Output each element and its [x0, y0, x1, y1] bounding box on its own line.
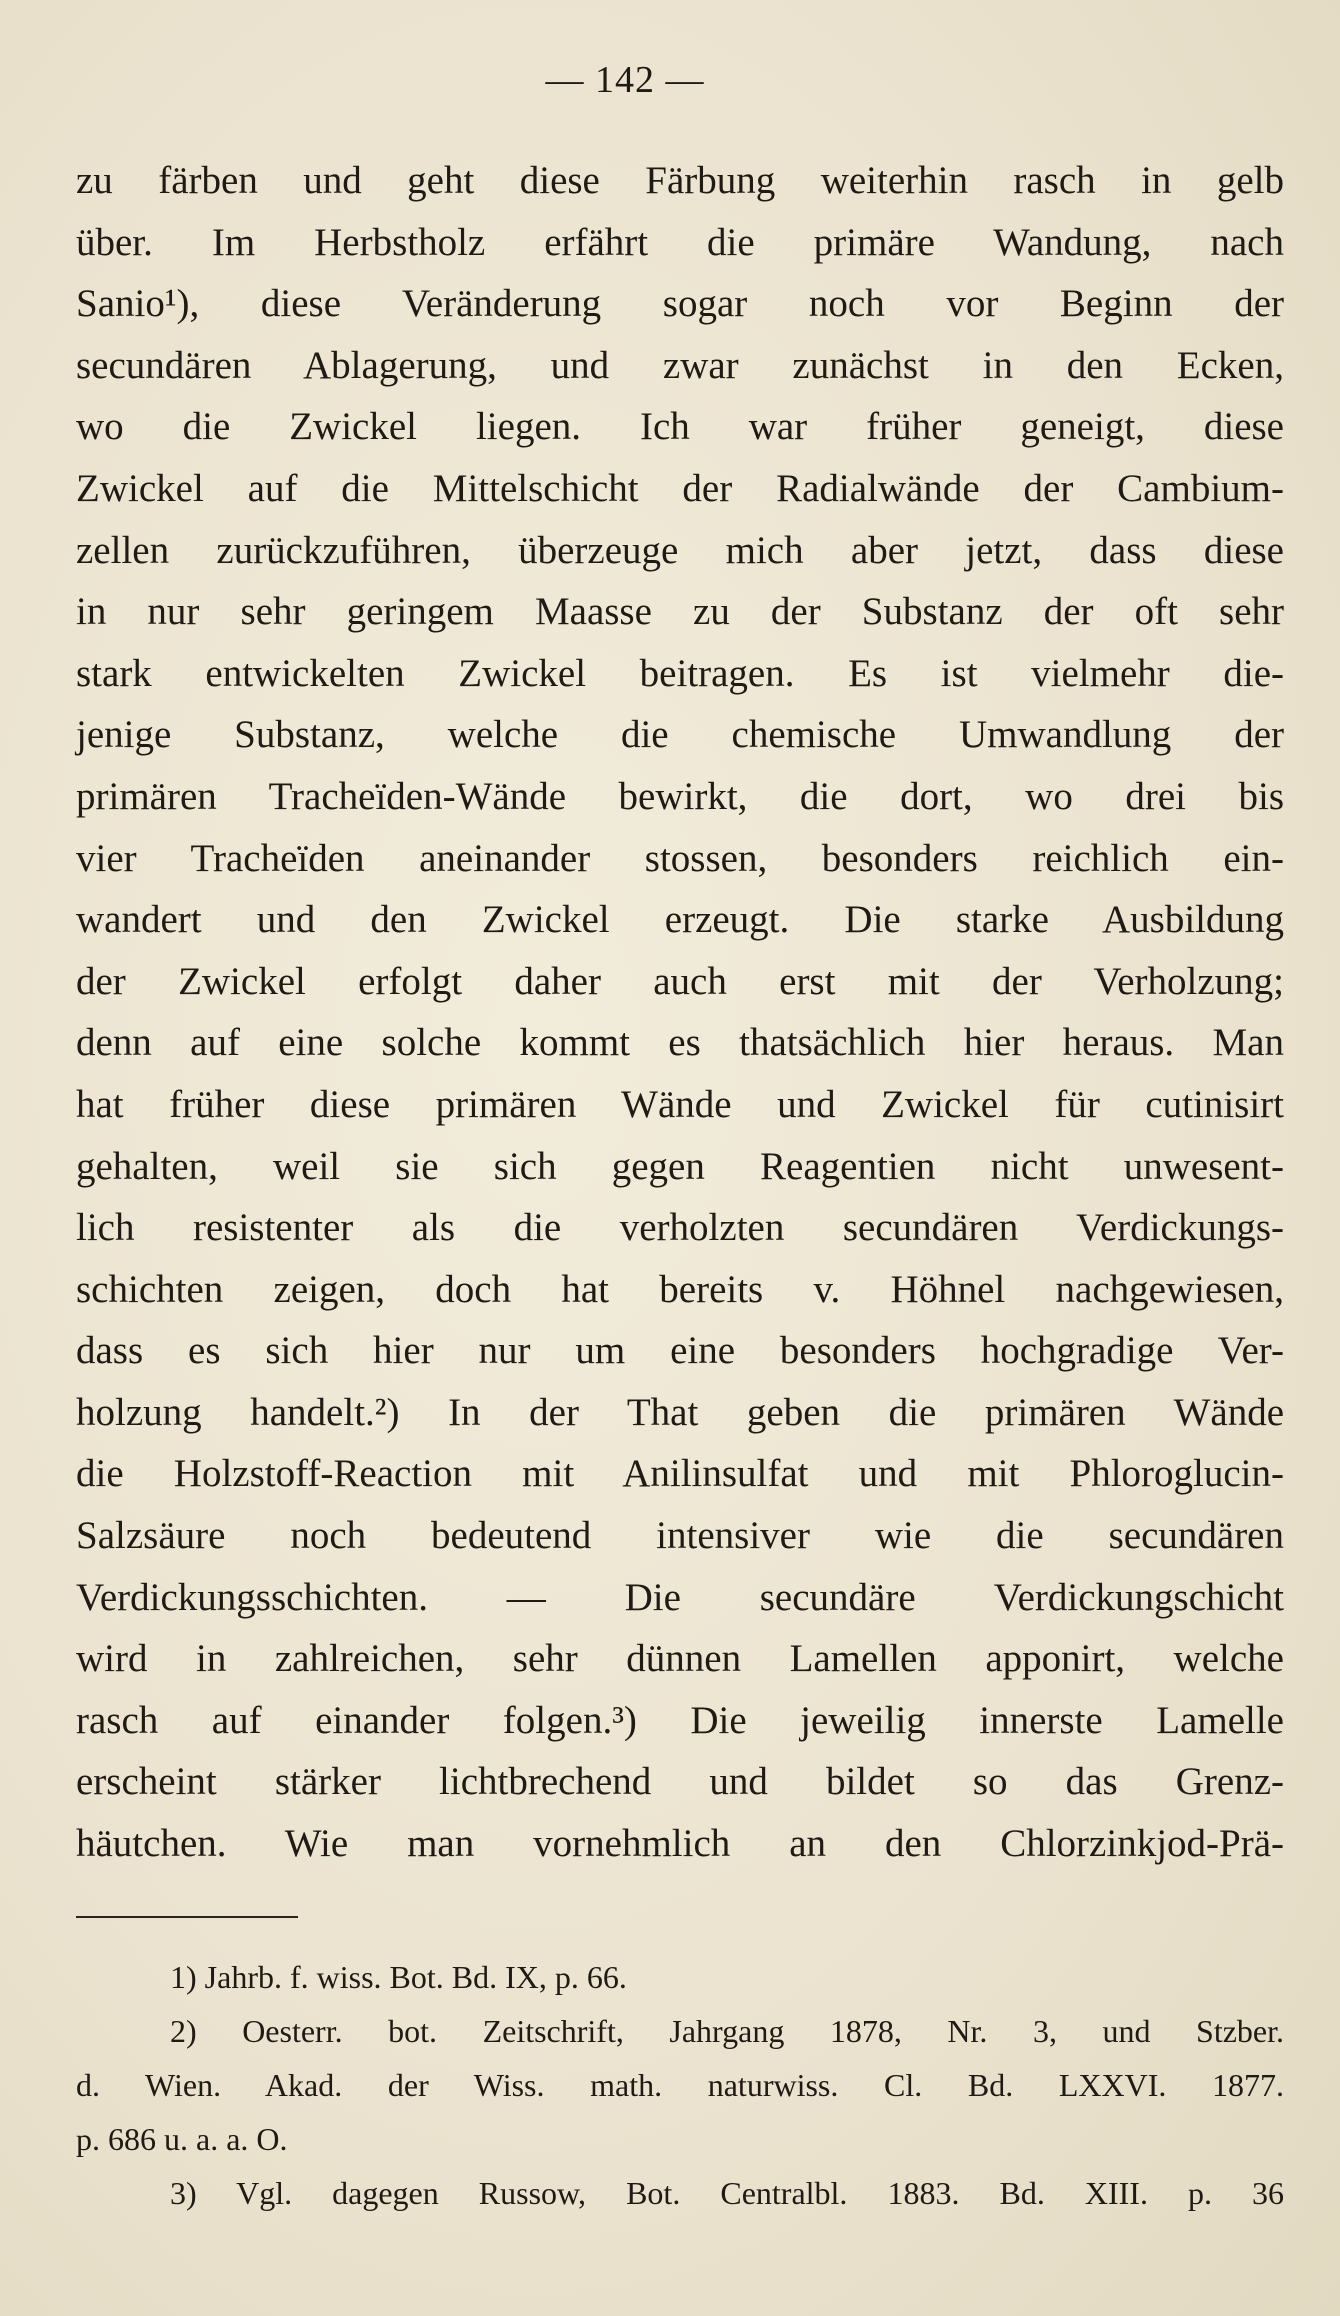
text-line: dass es sich hier nur um eine besonders hochgradige Ver-	[76, 1329, 1284, 1373]
text-line: der Zwickel erfolgt daher auch erst mit der Verholzung;	[76, 959, 1284, 1003]
text-line: über. Im Herbstholz erfährt die primäre Wandung, nach	[76, 220, 1284, 264]
footnote-3: 3) Vgl. dagegen Russow, Bot. Centralbl. 1883. Bd. XIII. p. 36	[170, 2175, 1284, 2211]
text-line: häutchen. Wie man vornehmlich an den Chlorzinkjod-Prä-	[76, 1822, 1284, 1866]
text-line: wo die Zwickel liegen. Ich war früher geneigt, diese	[76, 405, 1284, 449]
footnotes	[76, 1950, 1284, 2220]
footnote-2-continued: d. Wien. Akad. der Wiss. math. naturwiss. Cl. Bd. LXXVI. 1877.	[76, 2067, 1284, 2103]
text-line: secundären Ablagerung, und zwar zunächst in den Ecken,	[76, 343, 1284, 387]
text-line: Sanio¹), diese Veränderung sogar noch vor Beginn der	[76, 282, 1284, 326]
footnote-2-continued: p. 686 u. a. a. O.	[76, 2121, 288, 2157]
text-line: schichten zeigen, doch hat bereits v. Höhnel nachgewiesen,	[76, 1267, 1284, 1311]
text-line: rasch auf einander folgen.³) Die jeweilig innerste Lamelle	[76, 1698, 1284, 1742]
text-line: denn auf eine solche kommt es thatsächlich hier heraus. Man	[76, 1021, 1284, 1065]
text-line: Salzsäure noch bedeutend intensiver wie die secundären	[76, 1514, 1284, 1558]
page-number: — 142 —	[545, 59, 705, 101]
footnote-2: 2) Oesterr. bot. Zeitschrift, Jahrgang 1878, Nr. 3, und Stzber.	[170, 2013, 1284, 2049]
text-line: zellen zurückzuführen, überzeuge mich aber jetzt, dass diese	[76, 528, 1284, 572]
text-line: die Holzstoff-Reaction mit Anilinsulfat und mit Phloroglucin-	[76, 1452, 1284, 1496]
text-line: gehalten, weil sie sich gegen Reagentien nicht unwesent-	[76, 1144, 1284, 1188]
text-line: primären Tracheïden-Wände bewirkt, die dort, wo drei bis	[76, 774, 1284, 818]
text-line: Verdickungsschichten. — Die secundäre Verdickungschicht	[76, 1575, 1284, 1619]
text-line: jenige Substanz, welche die chemische Umwandlung der	[76, 713, 1284, 757]
text-line: erscheint stärker lichtbrechend und bildet so das Grenz-	[76, 1760, 1284, 1804]
text-line: Zwickel auf die Mittelschicht der Radialwände der Cambium-	[76, 466, 1284, 510]
footnote-divider	[76, 1916, 298, 1918]
text-line: hat früher diese primären Wände und Zwickel für cutinisirt	[76, 1082, 1284, 1126]
body-text	[76, 150, 1284, 1875]
text-line: lich resistenter als die verholzten secundären Verdickungs-	[76, 1206, 1284, 1250]
text-line: wird in zahlreichen, sehr dünnen Lamellen apponirt, welche	[76, 1637, 1284, 1681]
text-line: zu färben und geht diese Färbung weiterhin rasch in gelb	[76, 159, 1284, 202]
text-line: in nur sehr geringem Maasse zu der Substanz der oft sehr	[76, 590, 1284, 634]
text-line: vier Tracheïden aneinander stossen, besonders reichlich ein-	[76, 836, 1284, 880]
footnote-1: 1) Jahrb. f. wiss. Bot. Bd. IX, p. 66.	[170, 1959, 627, 1995]
text-line: holzung handelt.²) In der That geben die primären Wände	[76, 1390, 1284, 1434]
text-line: stark entwickelten Zwickel beitragen. Es ist vielmehr die-	[76, 651, 1284, 695]
text-line: wandert und den Zwickel erzeugt. Die starke Ausbildung	[76, 898, 1284, 942]
